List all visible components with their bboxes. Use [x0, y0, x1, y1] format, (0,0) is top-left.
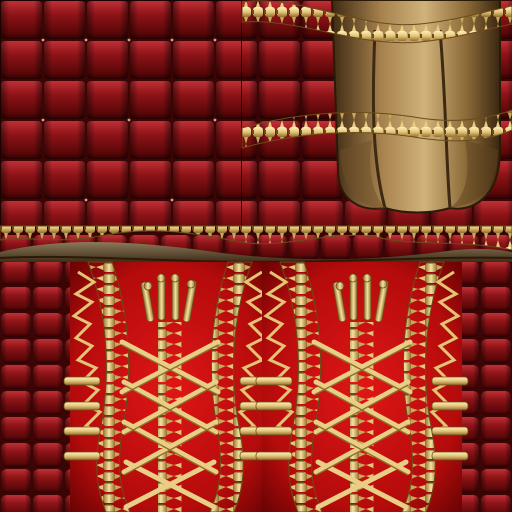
red-leather-panel — [0, 0, 242, 228]
bone-corset-panel-left — [64, 262, 276, 512]
bone-corset-panel-right — [256, 262, 468, 512]
bronze-flesh-tube — [242, 0, 512, 228]
